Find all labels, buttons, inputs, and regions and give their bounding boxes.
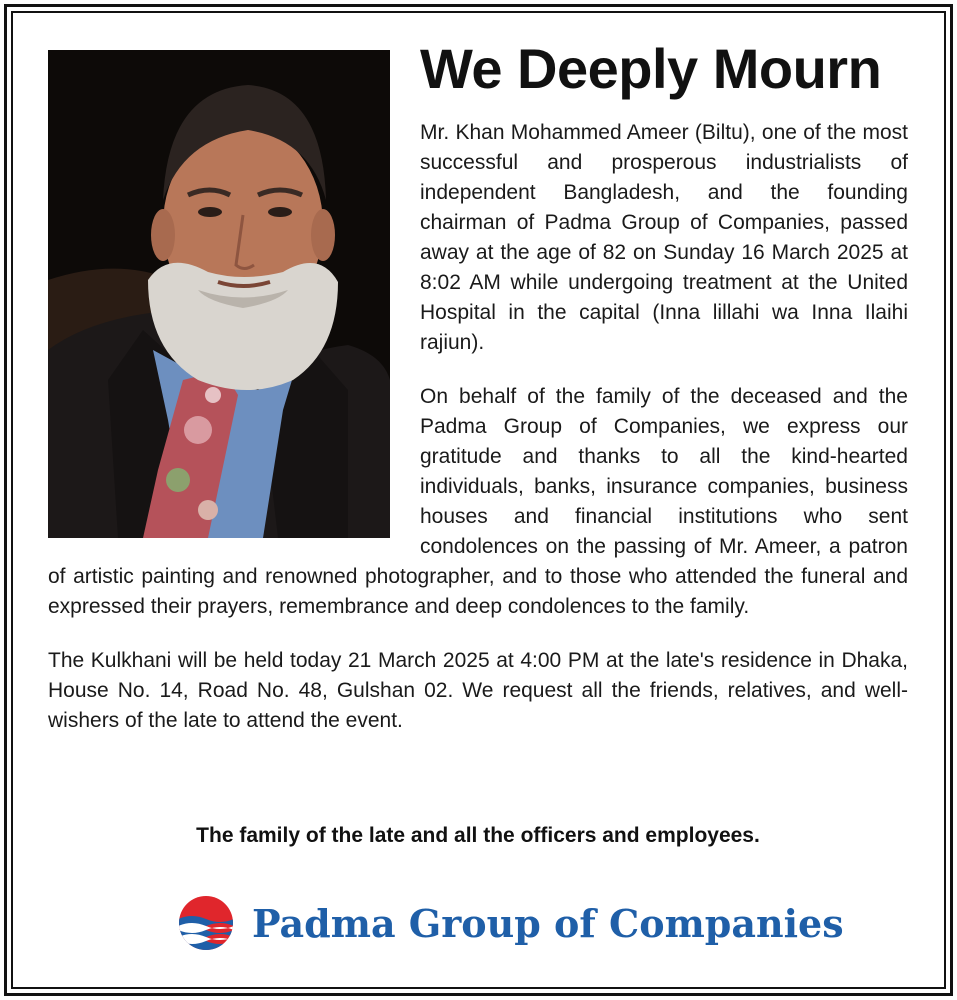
paragraph-gratitude: On behalf of the family of the deceased and the Padma Group of Companies, we express our gratitude and thanks to all the kind-hearted individuals, banks, insurance companies, business houses and financial institutions who sent condolences on the passing of Mr. Ameer, a patron of artistic painting and renowned photographer, and to those who attended the funeral and expressed their prayers, remembrance and deep condolences to the family. bbox=[48, 385, 908, 618]
paragraph-kulkhani-invitation: The Kulkhani will be held today 21 March 2025 at 4:00 PM at the late's residence in Dhaka, House No. 14, Road No. 48, Gulshan 02. We request all the friends, relatives, and well-wishers of the late to attend the event. bbox=[48, 649, 908, 732]
photo-text-wrap-spacer bbox=[48, 118, 420, 548]
company-name: Padma Group of Companies bbox=[252, 900, 844, 946]
notice-body bbox=[48, 118, 908, 760]
company-logo bbox=[178, 893, 844, 953]
paragraph-death-announcement: Mr. Khan Mohammed Ameer (Biltu), one of the most successful and prosperous industrialists of independent Bangladesh, and the founding chairman of Padma Group of Companies, passed away at the age of 82 on Sunday 16 March 2025 at 8:02 AM while undergoing treatment at the United Hospital in the capital (Inna lillahi wa Inna Ilaihi rajiun). bbox=[420, 121, 908, 354]
padma-wave-logo-icon bbox=[178, 895, 234, 951]
headline: We Deeply Mourn bbox=[420, 37, 882, 100]
signoff: The family of the late and all the officers and employees. bbox=[196, 824, 760, 847]
